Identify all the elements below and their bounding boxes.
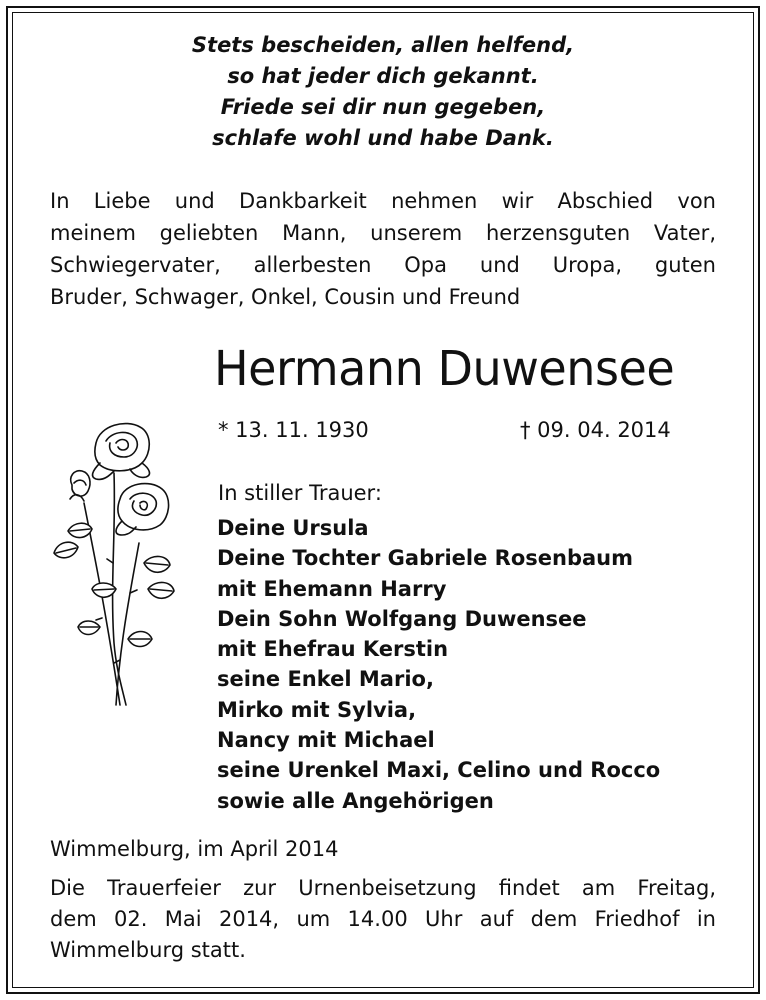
mourner-line: seine Enkel Mario, (217, 667, 434, 692)
mourner-line: mit Ehemann Harry (217, 576, 447, 601)
deceased-name: Hermann Duwensee (214, 341, 675, 397)
farewell-line: In Liebe und Dankbarkeit nehmen wir Abschied von (50, 189, 716, 213)
memorial-poem (40, 30, 726, 154)
ceremony-line: Die Trauerfeier zur Urnenbeisetzung findet am Freitag, (50, 876, 716, 900)
death-date: † 09. 04. 2014 (520, 418, 671, 442)
mourning-label: In stiller Trauer: (218, 481, 382, 505)
place-and-date: Wimmelburg, im April 2014 (50, 837, 339, 861)
mourners-list (217, 513, 660, 816)
mourner-line: Dein Sohn Wolfgang Duwensee (217, 606, 587, 631)
ceremony-line: Wimmelburg statt. (50, 938, 246, 962)
ceremony-line: dem 02. Mai 2014, um 14.00 Uhr auf dem Friedhof in (50, 907, 716, 931)
farewell-line: meinem geliebten Mann, unserem herzensguten Vater, (50, 221, 716, 245)
mourner-line: Deine Ursula (217, 516, 369, 540)
birth-date: * 13. 11. 1930 (218, 418, 369, 442)
poem-line: Stets bescheiden, allen helfend, (191, 33, 575, 57)
farewell-line: Bruder, Schwager, Onkel, Cousin und Freund (50, 285, 521, 309)
mourner-line: Mirko mit Sylvia, (217, 697, 417, 722)
farewell-line: Schwiegervater, allerbesten Opa und Uropa, guten (50, 253, 716, 277)
poem-line: so hat jeder dich gekannt. (227, 64, 539, 88)
mourner-line: sowie alle Angehörigen (217, 788, 494, 813)
mourner-line: seine Urenkel Maxi, Celino und Rocco (217, 758, 661, 783)
poem-line: schlafe wohl und habe Dank. (212, 126, 554, 150)
rose-icon (44, 413, 194, 713)
ceremony-notice (50, 873, 716, 966)
poem-line: Friede sei dir nun gegeben, (220, 95, 546, 119)
mourner-line: Deine Tochter Gabriele Rosenbaum (217, 546, 634, 571)
farewell-text (50, 185, 716, 313)
mourner-line: mit Ehefrau Kerstin (217, 637, 449, 662)
mourner-line: Nancy mit Michael (217, 728, 435, 753)
